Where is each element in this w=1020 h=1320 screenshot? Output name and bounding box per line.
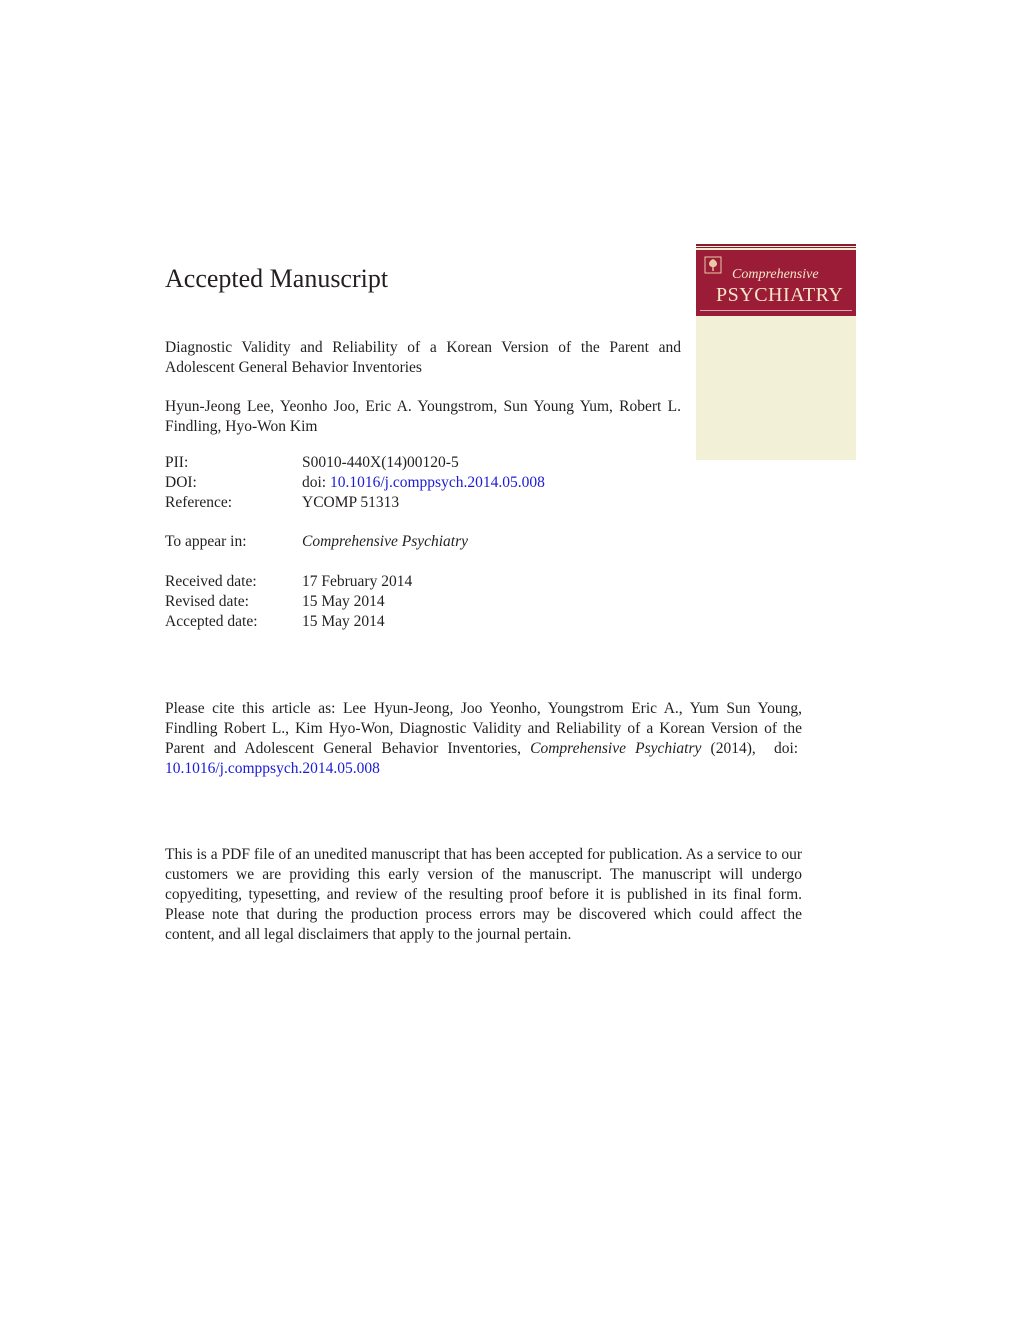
received-value: 17 February 2014 — [302, 573, 413, 590]
citation-year: (2014), — [710, 740, 756, 757]
cover-journal-line1: Comprehensive — [732, 267, 819, 282]
appear-label: To appear in: — [165, 533, 247, 550]
received-label: Received date: — [165, 573, 257, 590]
accepted-label: Accepted date: — [165, 613, 258, 630]
cover-top-rule-thin — [696, 247, 856, 248]
revised-label: Revised date: — [165, 593, 249, 610]
journal-cover — [696, 244, 856, 460]
doi-link[interactable]: 10.1016/j.comppsych.2014.05.008 — [330, 474, 545, 491]
cover-band — [696, 250, 856, 316]
pii-label: PII: — [165, 454, 189, 471]
article-authors: Hyun-Jeong Lee, Yeonho Joo, Eric A. Youngstrom, Sun Young Yum, Robert L. Findling, Hyo-Won Kim — [165, 398, 681, 435]
elsevier-tree-icon — [704, 256, 722, 274]
cover-divider — [700, 310, 852, 311]
doi-value-group — [302, 473, 545, 493]
citation-journal: Comprehensive Psychiatry — [530, 740, 702, 757]
citation-paragraph — [165, 699, 802, 779]
pii-value: S0010-440X(14)00120-5 — [302, 454, 459, 471]
accepted-value: 15 May 2014 — [302, 613, 385, 630]
cover-top-rule — [696, 244, 856, 246]
reference-label: Reference: — [165, 494, 233, 511]
citation-doi-prefix: doi: — [774, 740, 799, 757]
doi-prefix: doi: — [302, 474, 327, 491]
appear-value: Comprehensive Psychiatry — [302, 533, 469, 550]
article-title: Diagnostic Validity and Reliability of a Korean Version of the Parent and Adolescent General Behavior Inventories — [165, 339, 681, 376]
page-heading: Accepted Manuscript — [165, 264, 389, 293]
notice-paragraph: This is a PDF file of an unedited manuscript that has been accepted for publication. As a service to our customers we are providing this early version of the manuscript. The manuscript will undergo copyediting, typesetting, and review of the resulting proof before it is published in its final form. Please note that during the production process errors may be discovered which could affect the content, and all legal disclaimers that apply to the journal pertain. — [165, 846, 802, 943]
revised-value: 15 May 2014 — [302, 593, 385, 610]
doi-label: DOI: — [165, 474, 197, 491]
citation-doi-link[interactable]: 10.1016/j.comppsych.2014.05.008 — [165, 760, 380, 777]
citation-lead: Please cite this article as: Lee Hyun-Jeong, Joo Yeonho, Youngstrom Eric A., Yum Sun Young, Findling Robert L., Kim Hyo-Won, Diagnostic Validity and Reliability of a Korean Version of the Parent and Adolescent General Behavior Inventories, — [165, 700, 802, 757]
reference-value: YCOMP 51313 — [302, 494, 400, 511]
cover-journal-line2: PSYCHIATRY — [716, 284, 844, 306]
